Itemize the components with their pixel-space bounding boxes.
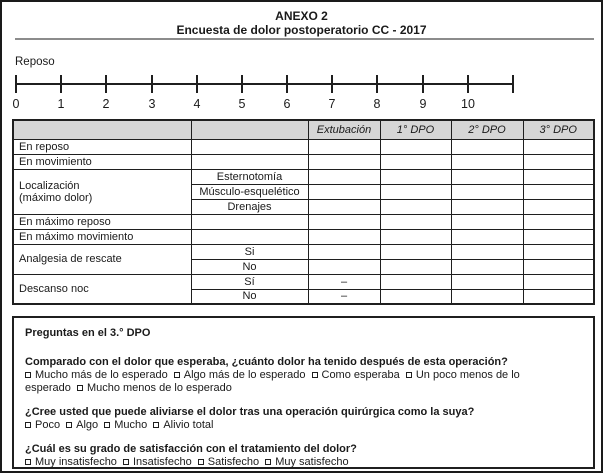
option-label: Algo (76, 419, 99, 431)
checkbox-icon[interactable] (66, 422, 72, 428)
entry-cell[interactable] (523, 184, 594, 199)
entry-cell[interactable] (451, 169, 523, 184)
entry-cell[interactable] (308, 184, 380, 199)
checkbox-icon[interactable] (123, 459, 129, 465)
sub-label-analgesia-no: No (191, 259, 308, 274)
question-1-options (25, 369, 569, 395)
scale-tick (241, 75, 243, 93)
entry-cell[interactable] (523, 154, 594, 169)
option-label: Un poco menos de lo esperado (25, 369, 520, 394)
scale-tick (376, 75, 378, 93)
sub-label-descanso-si: Sí (191, 274, 308, 289)
row-label-localizacion: Localización (máximo dolor) (13, 169, 191, 214)
entry-cell[interactable] (191, 214, 308, 229)
pain-assessment-table (12, 119, 595, 305)
pain-scale-label: Reposo (15, 56, 55, 68)
entry-cell[interactable] (451, 139, 523, 154)
checkbox-icon[interactable] (174, 372, 180, 378)
scale-tick (60, 75, 62, 93)
entry-cell[interactable] (308, 139, 380, 154)
scale-tick (196, 75, 198, 93)
option-label: Como esperaba (321, 369, 400, 381)
option-label: Poco (35, 419, 61, 431)
checkbox-icon[interactable] (406, 372, 412, 378)
header-dpo3: 3° DPO (523, 120, 594, 139)
scale-tick (286, 75, 288, 93)
row-label-en-movimiento: En movimiento (13, 154, 191, 169)
checkbox-icon[interactable] (25, 459, 31, 465)
row-label-analgesia: Analgesia de rescate (13, 244, 191, 274)
entry-cell[interactable] (451, 244, 523, 259)
header-extubacion: Extubación (308, 120, 380, 139)
entry-cell[interactable] (380, 244, 451, 259)
entry-cell[interactable] (523, 274, 594, 289)
option-label: Muy satisfecho (275, 456, 349, 468)
scale-tick-label: 2 (102, 97, 110, 111)
entry-cell[interactable] (523, 244, 594, 259)
scale-tick-label: 8 (373, 97, 381, 111)
checkbox-icon[interactable] (312, 372, 318, 378)
sub-label-analgesia-si: Si (191, 244, 308, 259)
row-label-en-reposo: En reposo (13, 139, 191, 154)
entry-cell[interactable] (380, 199, 451, 214)
question-3 (25, 443, 569, 469)
sub-label-descanso-no: No (191, 289, 308, 304)
scale-tick-label: 9 (419, 97, 427, 111)
question-2-options (25, 419, 569, 432)
question-2-text: ¿Cree usted que puede aliviarse el dolor tras una operación quirúrgica como la suya? (25, 406, 475, 418)
scale-tick (105, 75, 107, 93)
sub-label-esternotomia: Esternotomía (191, 169, 308, 184)
scale-tick-label: 3 (148, 97, 156, 111)
question-1-text: Comparado con el dolor que esperaba, ¿cuánto dolor ha tenido después de esta operación? (25, 356, 508, 368)
entry-cell[interactable] (380, 274, 451, 289)
title-line-2: Encuesta de dolor postoperatorio CC - 2017 (176, 23, 427, 37)
table-row (13, 169, 594, 184)
entry-cell[interactable] (451, 199, 523, 214)
entry-cell[interactable] (191, 139, 308, 154)
table-row (13, 229, 594, 244)
scale-tick-label: 1 (57, 97, 65, 111)
scale-tick-label: 7 (328, 97, 336, 111)
header-dpo2: 2° DPO (451, 120, 523, 139)
checkbox-icon[interactable] (25, 422, 31, 428)
header-empty-cell (13, 120, 191, 139)
questions-heading: Preguntas en el 3.° DPO (25, 327, 151, 339)
option-label: Mucho más de lo esperado (35, 369, 168, 381)
page-title (2, 9, 601, 37)
entry-cell[interactable] (451, 154, 523, 169)
entry-cell[interactable] (451, 289, 523, 304)
title-line-1: ANEXO 2 (275, 9, 328, 23)
entry-cell[interactable] (523, 139, 594, 154)
entry-cell[interactable] (451, 274, 523, 289)
checkbox-icon[interactable] (104, 422, 110, 428)
scale-tick-label: 5 (238, 97, 246, 111)
entry-cell[interactable] (451, 259, 523, 274)
scale-tick (331, 75, 333, 93)
title-divider (15, 38, 594, 40)
entry-cell[interactable] (380, 289, 451, 304)
checkbox-icon[interactable] (265, 459, 271, 465)
scale-tick-label: 6 (283, 97, 291, 111)
entry-cell[interactable] (308, 214, 380, 229)
question-2 (25, 406, 569, 432)
option-label: Algo más de lo esperado (183, 369, 306, 381)
scale-tick (15, 75, 17, 93)
entry-cell[interactable] (308, 229, 380, 244)
questions-box (12, 316, 595, 469)
entry-cell[interactable] (308, 259, 380, 274)
entry-cell[interactable] (523, 259, 594, 274)
row-label-en-maximo-reposo: En máximo reposo (13, 214, 191, 229)
table-row (13, 244, 594, 259)
option-label: Muy insatisfecho (35, 456, 117, 468)
entry-cell[interactable] (380, 169, 451, 184)
question-1 (25, 356, 569, 395)
not-applicable-cell: – (308, 289, 380, 304)
question-3-text: ¿Cuál es su grado de satisfacción con el tratamiento del dolor? (25, 443, 357, 455)
row-label-en-maximo-movimiento: En máximo movimiento (13, 229, 191, 244)
checkbox-icon[interactable] (198, 459, 204, 465)
table-row (13, 139, 594, 154)
pain-scale-axis (15, 83, 514, 85)
question-3-options (25, 456, 569, 469)
entry-cell[interactable] (380, 259, 451, 274)
option-label: Insatisfecho (133, 456, 192, 468)
option-label: Satisfecho (207, 456, 260, 468)
row-label-descanso: Descanso noc (13, 274, 191, 304)
entry-cell[interactable] (523, 199, 594, 214)
entry-cell[interactable] (308, 199, 380, 214)
entry-cell[interactable] (451, 229, 523, 244)
scale-tick-label: 4 (193, 97, 201, 111)
scale-tick-label: 10 (461, 97, 475, 111)
checkbox-icon[interactable] (153, 422, 159, 428)
entry-cell[interactable] (523, 289, 594, 304)
header-dpo1: 1° DPO (380, 120, 451, 139)
entry-cell[interactable] (308, 154, 380, 169)
entry-cell[interactable] (380, 154, 451, 169)
not-applicable-cell: – (308, 274, 380, 289)
entry-cell[interactable] (451, 214, 523, 229)
header-empty-cell (191, 120, 308, 139)
option-label: Alivio total (163, 419, 214, 431)
scale-tick-label: 0 (12, 97, 20, 111)
table-header-row (13, 120, 594, 139)
scale-tick (467, 75, 469, 93)
entry-cell[interactable] (308, 244, 380, 259)
table-row (13, 154, 594, 169)
sub-label-musculo-esqueletico: Músculo-esquelético (191, 184, 308, 199)
entry-cell[interactable] (523, 214, 594, 229)
table-row (13, 214, 594, 229)
entry-cell[interactable] (380, 139, 451, 154)
entry-cell[interactable] (191, 154, 308, 169)
entry-cell[interactable] (451, 184, 523, 199)
entry-cell[interactable] (380, 214, 451, 229)
entry-cell[interactable] (380, 184, 451, 199)
scale-tick (422, 75, 424, 93)
table-row (13, 274, 594, 289)
entry-cell[interactable] (308, 169, 380, 184)
checkbox-icon[interactable] (25, 372, 31, 378)
pain-scale (12, 56, 535, 118)
option-label: Mucho (114, 419, 148, 431)
checkbox-icon[interactable] (77, 385, 83, 391)
scale-tick (512, 75, 514, 93)
entry-cell[interactable] (523, 229, 594, 244)
entry-cell[interactable] (523, 169, 594, 184)
entry-cell[interactable] (191, 229, 308, 244)
entry-cell[interactable] (380, 229, 451, 244)
option-label: Mucho menos de lo esperado (86, 382, 232, 394)
scale-tick (151, 75, 153, 93)
sub-label-drenajes: Drenajes (191, 199, 308, 214)
